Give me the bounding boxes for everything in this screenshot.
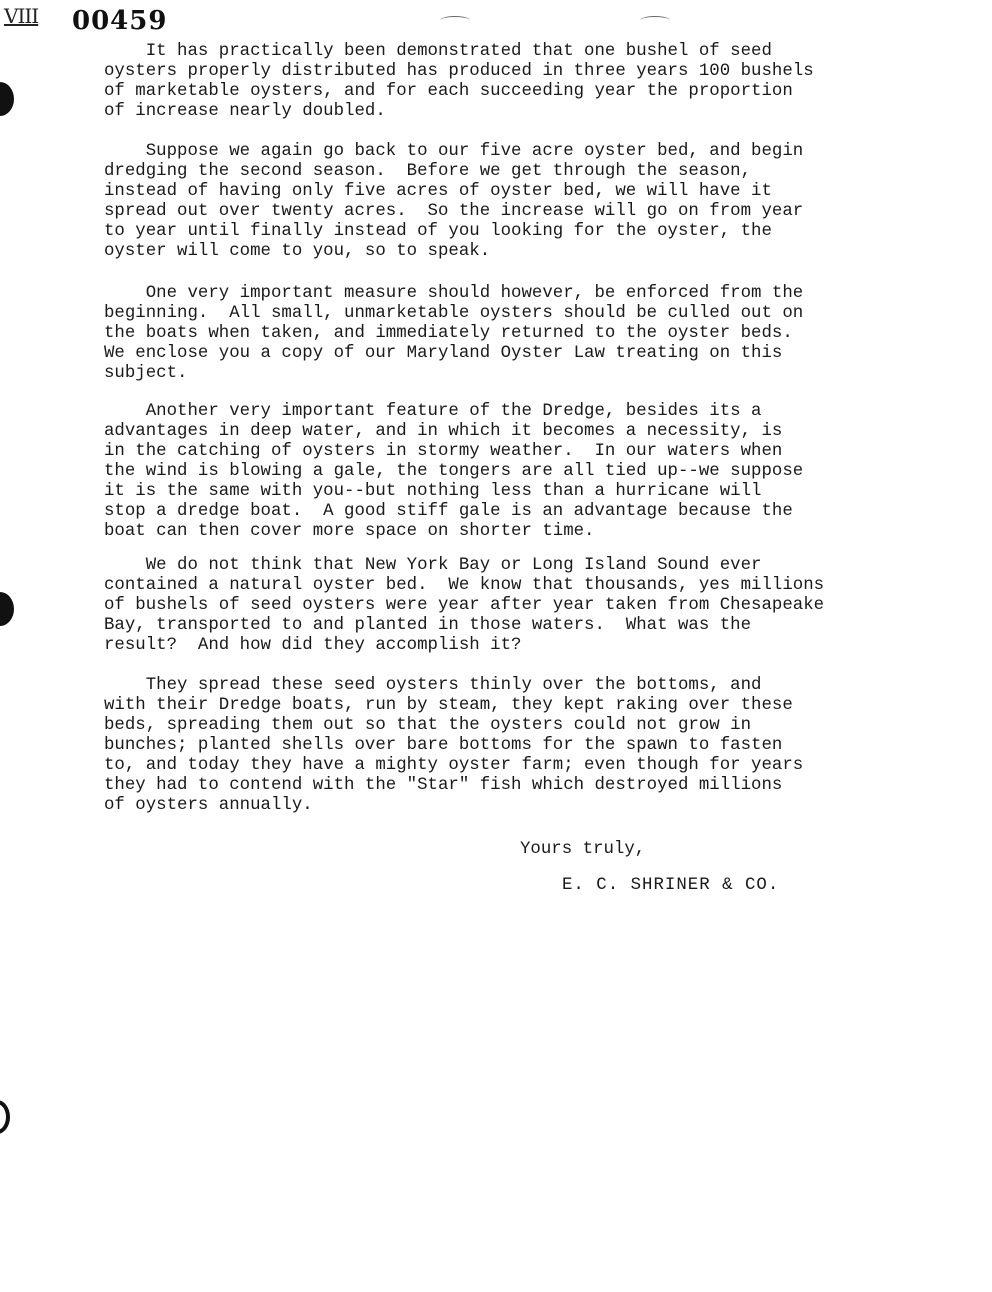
paragraph-dredge-advantages: Another very important feature of the Dredge, besides its a advantages in deep water, and in which it becomes a necessity, is in the catching of oysters in stormy weather. In our waters when the wind is blowing a gale, the tongers are all tied up--we suppose it is the same with you--but nothing less than a hurricane will stop a dredge boat. A good stiff gale is an advantage because the boat can then cover more space on shorter time. (104, 402, 804, 541)
punch-hole-icon (0, 1100, 10, 1134)
paragraph-oyster-farm: They spread these seed oysters thinly over the bottoms, and with their Dredge boats, run by steam, they kept raking over these beds, spreading them out so that the oysters could not grow in bunches; planted shells over bare bottoms for the spawn to fasten to, and today they have a mighty oyster farm; even though for years they had to contend with the "Star" fish which destroyed millions of oysters annually. (104, 676, 804, 815)
paragraph-new-york-bay: We do not think that New York Bay or Long Island Sound ever contained a natural oyster bed. We know that thousands, yes millions of bushels of seed oysters were year after year taken from Chesapeake Bay, transported to and planted in those waters. What was the result? And how did they accomplish it? (104, 556, 825, 655)
document-number: 00459 (72, 6, 168, 36)
paper-crease-mark (440, 16, 470, 25)
paragraph-oyster-bed-dredging: Suppose we again go back to our five acre oyster bed, and begin dredging the second season. Before we get through the season, instead of having only five acres of oyster bed, we will have it spread out over twenty acres. So the increase will go on from year to year until finally instead of you looking for the oyster, the oyster will come to you, so to speak. (104, 142, 804, 261)
letter-signature: E. C. SHRINER & CO. (562, 876, 780, 895)
paragraph-seed-oysters: It has practically been demonstrated that one bushel of seed oysters properly distributed has produced in three years 100 bushels of marketable oysters, and for each succeeding year the proportion of increase nearly doubled. (104, 42, 814, 121)
punch-hole-icon (0, 82, 14, 116)
paragraph-culling-measure: One very important measure should however, be enforced from the beginning. All small, unmarketable oysters should be culled out on the boats when taken, and immediately returned to the oyster beds. We enclose you a copy of our Maryland Oyster Law treating on this subject. (104, 284, 804, 383)
handwritten-annotation: VIII (4, 4, 39, 28)
letter-closing: Yours truly, (520, 840, 646, 859)
punch-hole-icon (0, 592, 14, 626)
paper-crease-mark (640, 16, 670, 25)
